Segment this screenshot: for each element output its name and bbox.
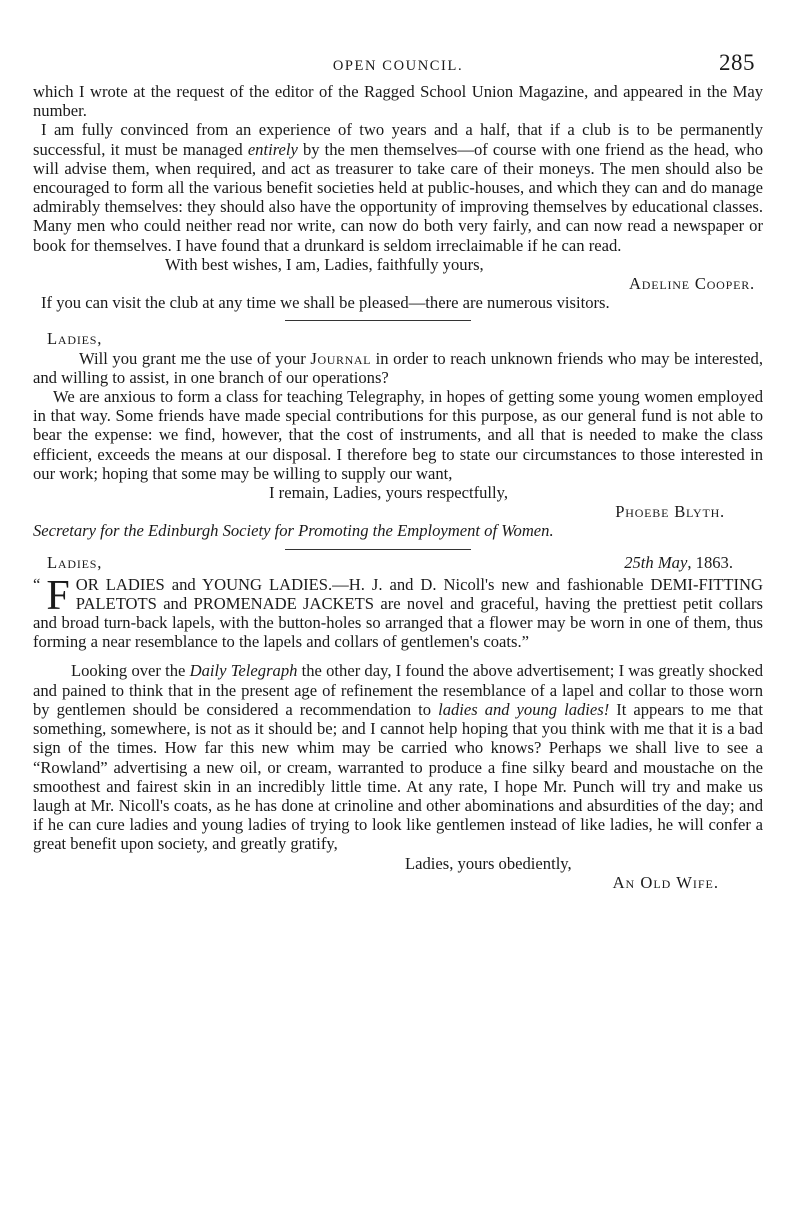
letter-old-wife bbox=[33, 572, 763, 892]
letter3-date-prefix: 25th bbox=[624, 552, 658, 572]
quoted-advertisement bbox=[33, 572, 763, 652]
letter3-date bbox=[624, 553, 733, 573]
letter2-salutation: Ladies, bbox=[47, 329, 103, 349]
letter2-signature: Phoebe Blyth. bbox=[615, 502, 725, 522]
letter3-date-year: , 1863. bbox=[687, 552, 733, 572]
letter3-p1-text-b: the other day, I found the above advertisement; I was greatly shocked and pained to think that in the present age of refinement the resemblance of a lapel and collar to those worn by gentlemen should be considered a recommendation to bbox=[33, 661, 763, 719]
letter2-paragraph-1 bbox=[33, 349, 763, 387]
letter2-paragraph-2: We are anxious to form a class for teaching Telegraphy, in hopes of getting some young women employed in that way. Some friends have made special contributions for this purpose, as our general fund is not able to bear the expense: we find, however, that the cost of instruments, and all that is needed to make the class efficient, exceeds the means at our disposal. I therefore beg to state our circumstances to those interested in our work; hoping that some may be willing to supply our want, bbox=[33, 387, 763, 483]
letter3-p1-newspaper: Daily Telegraph bbox=[189, 661, 298, 681]
advert-text: OR LADIES and YOUNG LADIES.—H. J. and D. Nicoll's new and fashionable DEMI-FITTING PALETOTS and PROMENADE JACKETS are novel and graceful, having the prettiest petit collars and broad turn-back lapels, with the button-holes so arranged that a flower may be worn in one of them, thus forming a near resemblance to the lapels and collars of gentlemen's coats.” bbox=[33, 574, 763, 652]
letter1-p2-text-a: I am fully convinced from an experience of two years and a half, that if a club is to be permanently successful, it must be managed bbox=[33, 120, 763, 159]
letter-cooper bbox=[33, 82, 763, 312]
page-number: 285 bbox=[719, 50, 755, 75]
letter1-postscript: If you can visit the club at any time we shall be pleased—there are numerous visitors. bbox=[41, 293, 610, 313]
letter3-date-month: May bbox=[657, 552, 688, 572]
letter3-closing: Ladies, yours obediently, bbox=[405, 853, 572, 873]
letter2-p1-journal: Journal bbox=[310, 348, 372, 368]
letter3-date-line bbox=[33, 549, 763, 571]
letter2-closing: I remain, Ladies, yours respectfully, bbox=[269, 483, 508, 503]
letter3-p1-text-c: It appears to me that something, somewhere, is not as it should be; and I cannot help hoping that you think with me that it is a bad sign of the times. How far this new whim may be carried who knows? Perhaps we shall live to see a “Rowland” advertising a new oil, or cream, warranted to produce a fine silky beard and moustache on the smoothest and fairest skin in an incredibly little time. At any rate, I hope Mr. Punch will try and make us laugh at Mr. Nicoll's coats, as he has done at crinoline and other abominations and absurdities of the day; and if he can cure ladies and young ladies of trying to look like gentlemen instead of like ladies, he will confer a great benefit upon society, and greatly gratify, bbox=[33, 699, 763, 854]
letter-blyth bbox=[33, 329, 763, 540]
running-title: OPEN COUNCIL. bbox=[332, 58, 464, 74]
section-divider bbox=[285, 320, 471, 321]
document-page bbox=[33, 48, 763, 892]
letter1-closing: With best wishes, I am, Ladies, faithfully yours, bbox=[165, 254, 484, 274]
letter1-signature: Adeline Cooper. bbox=[628, 274, 755, 294]
letter2-p1-text-a: Will you grant me the use of your bbox=[79, 348, 311, 368]
letter1-p2-text-b: by the men themselves—of course with one friend as the head, who will advise them, when required, and act as treasurer to take care of their moneys. The men should also be encouraged to form all the various benefit societies held at public-houses, and which they can and do manage admirably themselves: they should also have the opportunity of improving themselves by educational classes. Many men who could neither read nor write, can now do both very fairly, and can now read a newspaper or book for themselves. I have found that a drunkard is seldom irreclaimable if he can read. bbox=[33, 139, 763, 255]
advert-dropcap: F bbox=[46, 572, 70, 619]
letter3-p1-emphasis: ladies and young ladies! bbox=[438, 699, 610, 719]
advert-quote-open: “ bbox=[33, 574, 41, 594]
letter3-paragraph-1 bbox=[33, 661, 763, 853]
letter1-p2-emphasis: entirely bbox=[247, 139, 298, 159]
letter1-paragraph-2 bbox=[33, 120, 763, 254]
letter3-signature: An Old Wife. bbox=[612, 872, 719, 892]
letter2-secretary-title: Secretary for the Edinburgh Society for Promoting the Employment of Women. bbox=[33, 521, 554, 541]
page-header bbox=[33, 48, 763, 82]
letter3-salutation: Ladies, bbox=[47, 552, 103, 572]
section-divider bbox=[285, 549, 471, 550]
letter1-paragraph-1: which I wrote at the request of the editor of the Ragged School Union Magazine, and appeared in the May number. bbox=[33, 82, 763, 121]
letter3-p1-text-a: Looking over the bbox=[71, 661, 190, 681]
letter2-p1-text-b: in order to reach unknown friends who may be interested, and willing to assist, in one branch of our operations? bbox=[33, 348, 764, 387]
advert-paragraph bbox=[33, 572, 763, 652]
